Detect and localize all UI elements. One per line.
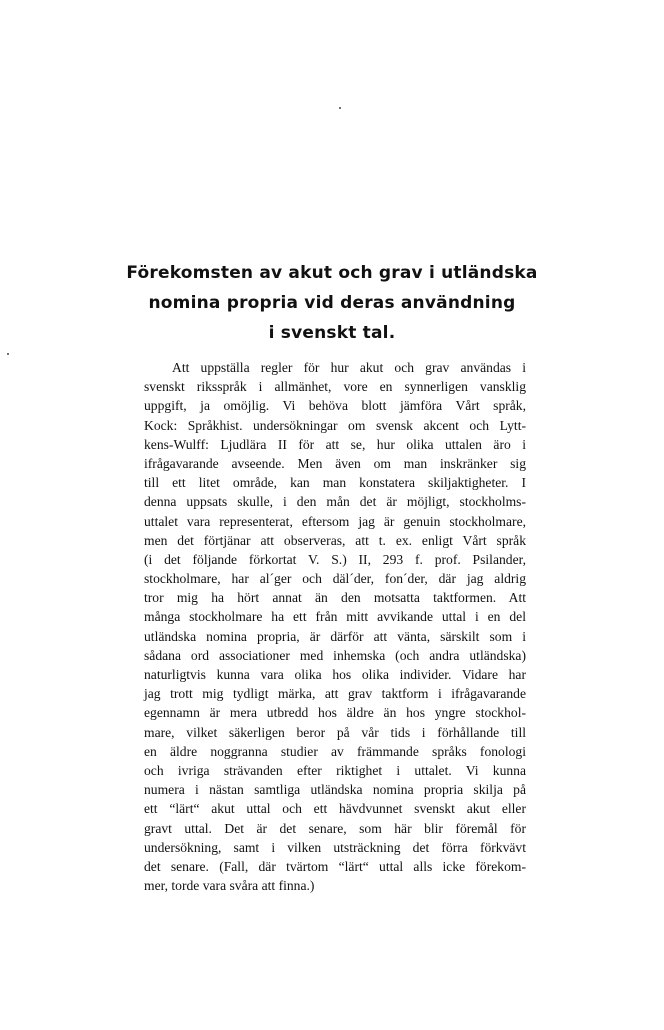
text-line: svenskt riksspråk i allmänhet, vore en synnerligen vansklig [144,379,526,395]
text-line: egennamn är mera utbredd hos äldre än hos yngre stockhol- [144,705,526,721]
text-line: men det förtjänar att observeras, att t. ex. enligt Vårt språk [144,532,526,548]
text-line: kens-Wulff: Ljudlära II för att se, hur olika uttalen äro i [144,436,526,452]
title-line: i svenskt tal. [268,323,396,343]
text-line: Att uppställa regler för hur akut och grav användas i [172,360,526,375]
text-line: mer, torde vara svåra att finna.) [144,878,315,894]
body-paragraph [144,358,526,895]
text-line: naturligtvis kunna vara olika hos olika individer. Vidare har [144,667,526,682]
text-line: numera i nästan samtliga utländska nomina propria skilja på [144,782,526,798]
text-line: många stockholmare ha ett från mitt avvikande uttal i en del [144,609,526,625]
text-line: uppgift, ja omöjlig. Vi behöva blott jämföra Vårt språk, [144,398,526,414]
text-line: en äldre noggranna studier av främmande språks fonologi [144,743,526,759]
text-line: undersökning, samt i vilken utsträckning det förra förkvävt [144,839,526,855]
text-line: det senare. (Fall, där tvärtom “lärt“ uttal alls icke förekom- [144,858,526,874]
text-line: ifrågavarande avseende. Men även om man inskränker sig [144,455,526,471]
text-line: jag trott mig tydligt märka, att grav taktform i ifrågavarande [144,686,526,702]
chapter-title [110,258,554,348]
text-line: gravt uttal. Det är det senare, som här blir föremål för [144,820,526,836]
print-speck-top [339,107,341,109]
text-line: denna uppsats skulle, i den mån det är möjligt, stockholms- [144,494,526,510]
text-line: ett “lärt“ akut uttal och ett hävdvunnet svenskt akut eller [144,801,526,817]
text-line: Kock: Språkhist. undersökningar om svensk akcent och Lytt- [144,417,526,433]
text-line: (i det följande förkortat V. S.) II, 293 f. prof. Psilander, [144,551,526,567]
text-line: och ivriga strävanden efter riktighet i uttalet. Vi kunna [144,762,526,778]
text-line: uttalet vara representerat, eftersom jag är genuin stockholmare, [144,513,526,529]
text-line: tror mig ha hört annat än den motsatta taktformen. Att [144,590,526,606]
text-line: till ett litet område, kan man konstatera skiljaktigheter. I [144,475,526,491]
text-line: stockholmare, har al´ger och däl´der, fon´der, där jag aldrig [144,571,526,587]
title-line: Förekomsten av akut och grav i utländska [126,263,538,283]
text-line: mare, vilket säkerligen beror på vår tids i förhållande till [144,724,526,740]
text-line: utländska nomina propria, är därför att vänta, särskilt som i [144,628,526,644]
print-speck-left [7,353,9,355]
title-line: nomina propria vid deras användning [148,293,516,313]
text-line: sådana ord associationer med inhemska (och andra utländska) [144,647,526,663]
